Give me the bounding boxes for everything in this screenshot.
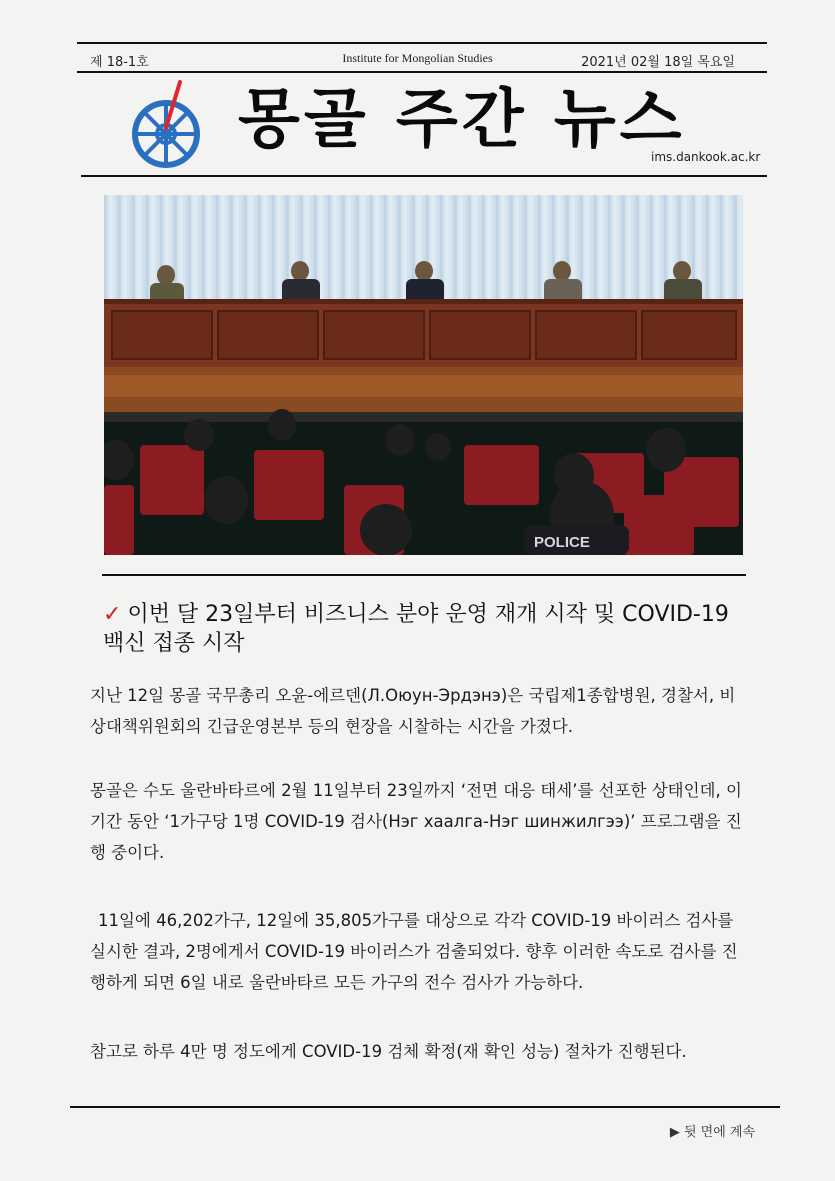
article-paragraph-3: 11일에 46,202가구, 12일에 35,805가구를 대상으로 각각 COVID-19 바이러스 검사를 실시한 결과, 2명에게서 COVID-19 바이러스가 검출되었다. 향후 이러한 속도로 검사를 진행하게 되면 6일 내로 울란바타르 모든 가구의 전수 검사가 가능하다. <box>90 911 738 992</box>
institute-logo-icon <box>128 80 206 168</box>
article-paragraph-4: 참고로 하루 4만 명 정도에게 COVID-19 검체 확정(재 확인 성능) 절차가 진행된다. <box>90 1042 687 1061</box>
footer-rule <box>70 1106 780 1108</box>
article-paragraph-2: 몽골은 수도 울란바타르에 2월 11일부터 23일까지 ‘전면 대응 태세’를 선포한 상태인데, 이 기간 동안 ‘1가구당 1명 COVID-19 검사(Нэг хаалга-Нэг шинжилгээ)’ 프로그램을 진행 중이다. <box>90 781 742 862</box>
photo-rule <box>102 574 746 576</box>
header-bottom-rule <box>77 71 767 73</box>
website-address: ims.dankook.ac.kr <box>651 150 761 164</box>
header-top-rule <box>77 42 767 44</box>
meeting-photo <box>104 195 743 555</box>
masthead-title: 몽골 주간 뉴스 <box>238 83 686 157</box>
police-label: POLICE <box>534 534 590 551</box>
article-headline <box>103 600 753 658</box>
continue-notice[interactable]: ▶ 뒷 면에 계속 <box>669 1125 755 1140</box>
masthead-rule <box>81 175 767 177</box>
institute-name: Institute for Mongolian Studies <box>342 51 493 65</box>
checkmark-icon: ✓ <box>103 602 122 627</box>
headline-text: 이번 달 23일부터 비즈니스 분야 운영 재개 시작 및 COVID-19 백신 접종 시작 <box>103 602 729 656</box>
issue-date: 2021년 02월 18일 목요일 <box>581 55 735 70</box>
issue-number: 제 18-1호 <box>90 55 149 70</box>
article-paragraph-1: 지난 12일 몽골 국무총리 오윤-에르덴(Л.Оюун-Эрдэнэ)은 국립제1종합병원, 경찰서, 비상대책위원회의 긴급운영본부 등의 현장을 시찰하는 시간을 가졌다. <box>90 686 736 736</box>
